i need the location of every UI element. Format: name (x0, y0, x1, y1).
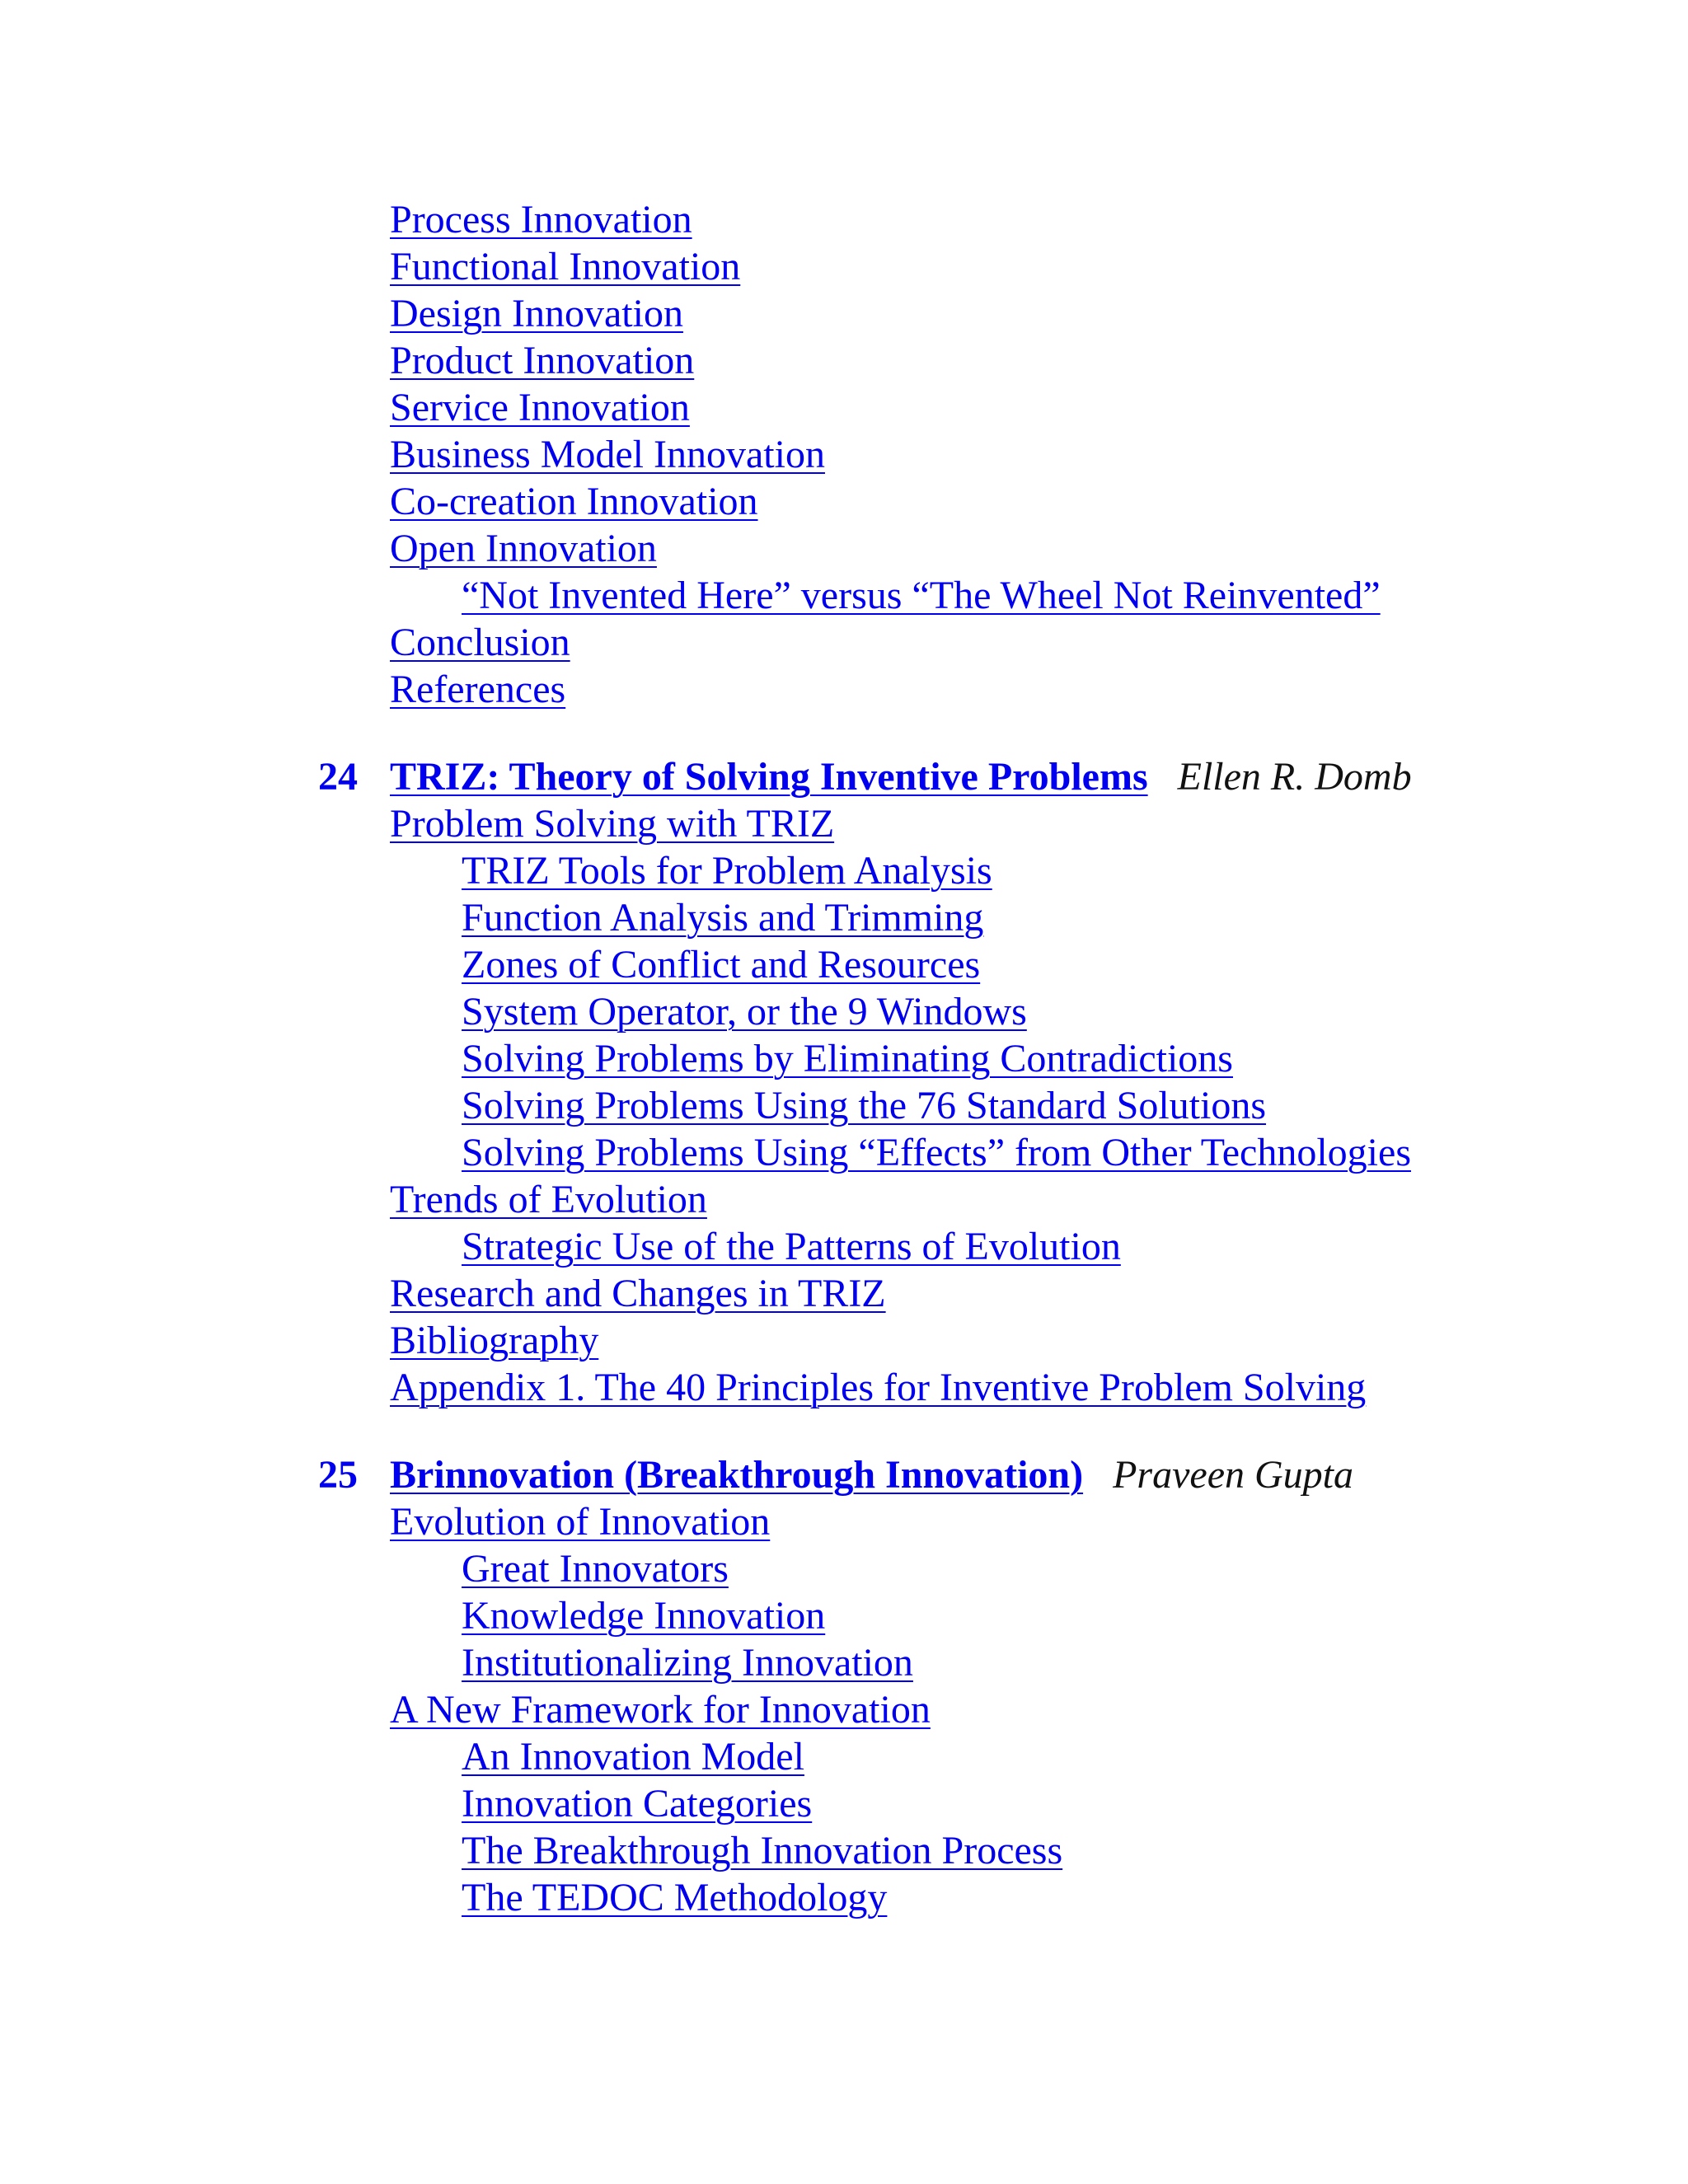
chapter-title: TRIZ: Theory of Solving Inventive Problems (390, 755, 1148, 799)
toc-entry-breakthrough-process[interactable]: The Breakthrough Innovation Process (462, 1829, 1063, 1872)
toc-entry-problem-solving-with-triz[interactable]: Problem Solving with TRIZ (390, 802, 835, 846)
toc-entry-eliminating-contradictions[interactable]: Solving Problems by Eliminating Contradictions (462, 1037, 1233, 1080)
toc-entry-institutionalizing-innovation[interactable]: Institutionalizing Innovation (462, 1641, 913, 1685)
chapter-title: Brinnovation (Breakthrough Innovation) (390, 1453, 1084, 1497)
chapter-author: Ellen R. Domb (1177, 755, 1412, 799)
toc-entry-evolution-of-innovation[interactable]: Evolution of Innovation (390, 1500, 771, 1544)
toc-entry-zones-of-conflict[interactable]: Zones of Conflict and Resources (462, 943, 981, 987)
toc-entry-innovation-model[interactable]: An Innovation Model (462, 1735, 804, 1779)
toc-entry-great-innovators[interactable]: Great Innovators (462, 1547, 729, 1591)
toc-entry-triz-tools[interactable]: TRIZ Tools for Problem Analysis (462, 849, 992, 893)
chapter-link-25[interactable] (318, 1453, 1083, 1497)
toc-entry-effects-other-technologies[interactable]: Solving Problems Using “Effects” from Other Technologies (462, 1131, 1411, 1174)
chapter-link-24[interactable] (318, 755, 1148, 799)
toc-entry-function-analysis[interactable]: Function Analysis and Trimming (462, 896, 984, 940)
chapter-number: 24 (318, 755, 358, 799)
toc-entry-system-operator[interactable]: System Operator, or the 9 Windows (462, 990, 1027, 1033)
toc-entry-product-innovation[interactable]: Product Innovation (390, 339, 695, 382)
toc-entry-open-innovation[interactable]: Open Innovation (390, 527, 657, 570)
toc-entry-research-changes-triz[interactable]: Research and Changes in TRIZ (390, 1272, 886, 1315)
toc-entry-not-invented-here[interactable]: “Not Invented Here” versus “The Wheel Not Reinvented” (462, 574, 1381, 617)
toc-entry-co-creation-innovation[interactable]: Co-creation Innovation (390, 480, 758, 523)
toc-entry-trends-of-evolution[interactable]: Trends of Evolution (390, 1178, 707, 1221)
chapter-number: 25 (318, 1453, 358, 1497)
toc-entry-design-innovation[interactable]: Design Innovation (390, 292, 683, 335)
toc-entry-knowledge-innovation[interactable]: Knowledge Innovation (462, 1594, 826, 1638)
toc-entry-strategic-use-patterns[interactable]: Strategic Use of the Patterns of Evolution (462, 1225, 1121, 1268)
toc-entry-appendix-40-principles[interactable]: Appendix 1. The 40 Principles for Inventive Problem Solving (390, 1366, 1367, 1409)
toc-entry-tedoc-methodology[interactable]: The TEDOC Methodology (462, 1876, 888, 1919)
toc-entry-service-innovation[interactable]: Service Innovation (390, 386, 690, 429)
toc-entry-new-framework[interactable]: A New Framework for Innovation (390, 1688, 931, 1732)
toc-entry-process-innovation[interactable]: Process Innovation (390, 198, 692, 241)
chapter-author: Praveen Gupta (1113, 1453, 1353, 1497)
toc-entry-innovation-categories[interactable]: Innovation Categories (462, 1782, 813, 1825)
toc-entry-business-model-innovation[interactable]: Business Model Innovation (390, 433, 825, 476)
chapter-heading-25 (318, 1451, 1353, 1498)
toc-entry-conclusion[interactable]: Conclusion (390, 621, 570, 664)
chapter-heading-24 (318, 753, 1412, 800)
toc-entry-references[interactable]: References (390, 668, 566, 711)
toc-entry-bibliography[interactable]: Bibliography (390, 1319, 599, 1362)
toc-entry-76-standard-solutions[interactable]: Solving Problems Using the 76 Standard Solutions (462, 1084, 1267, 1127)
toc-entry-functional-innovation[interactable]: Functional Innovation (390, 245, 741, 288)
